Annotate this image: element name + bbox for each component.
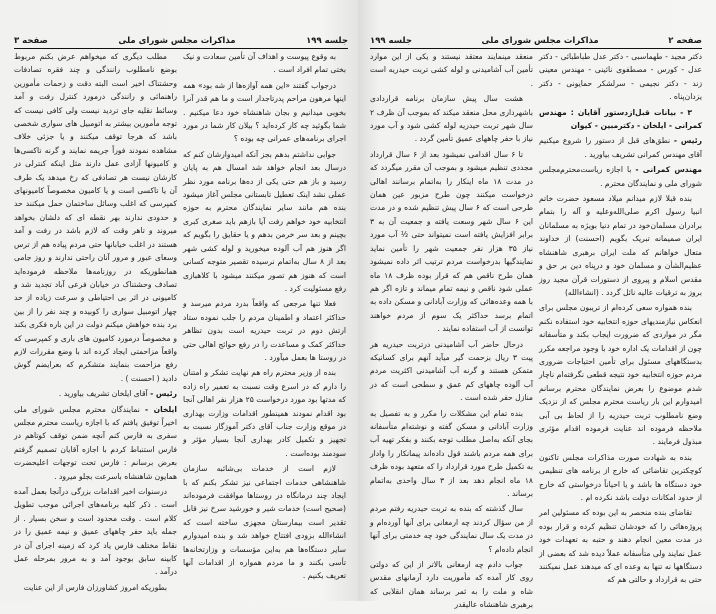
page-number: صفحه ۳	[14, 36, 48, 46]
speech-paragraph	[539, 163, 702, 190]
speech-text: نمایندگان محترم مجلس شورای ملی اخیراً توفیق یافتم که با اجازه ریاست محترم مجلس سفری به فارس کنم آنچه ضمن توقف کوتاهم در فارس استنباط کردم با اجازه آقایان تصمیم گرفتم بعرض برسانم : فارس تحت توجهات اعلیحضرت همایون شاهنشاه باسرعت بجلو میرود .	[14, 404, 177, 481]
text-column-left	[14, 50, 177, 596]
paragraph: جواب دادم چه ارمغانی بالاتر از این که دولتی روی کار آمده که مأموریت دارد آرمانهای مقدس شاه و ملت را به ثمر برساند همان انقلابی که برهبری شاهنشاه عالیقدر	[370, 560, 533, 610]
text-column-left	[370, 50, 533, 614]
paragraph: منعقد مینمایند معتقد نیستند و یکی از این موارد تأمین آب آشامیدنی و لوله کشی تربت حیدریه است .	[370, 52, 533, 88]
speaker-name: رئیس -	[673, 136, 702, 146]
speaker-name: ایلخان -	[145, 404, 177, 414]
paragraph: درحال حاضر آب آشامیدنی درتربت حیدریه هر پیت ۳ ریال بزحمت گیر میآید آنهم برای کسانیکه متمکن هستند و گرنه آب آشامیدنی اکثریت مردم آب آلوده چاههای کم عمق و سطحی است که در منازل حفر شده است .	[370, 339, 533, 403]
running-title: مذاکرات مجلس شورای ملی	[118, 36, 236, 46]
paragraph: سال گذشته که بنده به تربت حیدریه رفتم مردم از من سؤال کردند چه ارمغانی برای آنها آورده‌ام و در مدت یک سال نمایندگی خود چه خدمتی برای آنها انجام داده‌ام ؟	[370, 504, 533, 554]
paragraph: بطوریکه امروز کشاورزان فارس از این عنایت	[23, 582, 167, 592]
paragraph: دکتر مجید - طهماسبی - دکتر عدل طباطبائی - دکتر عدل - کورس - مصطفوی نائینی - مهندس معینی زند - دکتر نجیمی - سرلشکر حمایونی - دکتر یزدان‌پناه .	[539, 52, 702, 102]
paragraph: مطلب دیگری که میخواهم عرض بکنم مربوط بوضع نامطلوب رانندگی و چند فقره تصادفات وحشتناک اخیر است البته دقت و زحمات مأمورین راهنمائی و رانندگی درمورد کنترل رفت و آمد وسائط نقلیه جای تردید نیست ولی کافی نیست که توجه مأمورین بیشتر به اتومبیل های سواری شخصی باشد که هرجا توقف میکنند و یا جزئی خلاف مشاهده نمودند فوراً جریمه نمایند و گرنه تاکسی‌ها و کامیونها آزادی عمل دارند مثل اینکه کنترلی در کارشان نیست هر تصادفی که رخ میدهد یک طرف آن یا تاکسی است و یا کامیون مخصوصاً کامیونهای کمپرسی که اغلب وسائل ساختمان حمل میکنند حد و حدودی ندارند بهر نقطه ای که دلشان بخواهد میروند و تاهر وقت که لازم باشد در رفت و آمد هستند در اغلب خیابانها حتی مردم پیاده هم از ترس وسعای عبور و مرور آنان راحتی ندارند و روز جامی همانطوریکه در روزنامه‌ها ملاحظه فرموده‌اید تصادف وحشتناک در خیابان فرعی آباد تجدید شد و کامیونی در اثر بی احتیاطی و سرعت زیاده از حد چهار اتومبیل سواری را کوبیده و چند نفر را از بین برد بنده خواهش میکنم دولت در این باره فکری بکند و مخصوصاً درمورد کامیون های باری و کمپرسی که واقعاً مزاحمتی ایجاد کرده اند با وضع مقررات لازم رفع مزاحمت بنمایند متشکرم که بعرایضم گوش دادید ( احسنت ) .	[14, 52, 177, 383]
speaker-name: رئیس -	[150, 389, 177, 399]
speech-text: با اجازه ریاست‌محترم‌مجلس شورای ملی و نمایندگان محترم .	[539, 165, 702, 188]
session-number: جلسه ۱۹۹	[370, 36, 412, 46]
page-number: صفحه ۲	[668, 36, 702, 46]
paragraph: بنده به شهادت صورت مذاکرات مجلس تاکنون کوچکترین تقاضائی که خارج از برنامه های تنظیمی خود دستگاه ها باشد و یا احیاناً درخواستی که خارج از حدود امکانات دولت باشد نکرده ام .	[539, 452, 702, 502]
page-header	[14, 34, 348, 49]
speech-paragraph	[14, 387, 177, 400]
session-number: جلسه ۱۹۹	[306, 36, 348, 46]
paragraph: بنده قبلا لازم میدانم میلاد مسعود حضرت خاتم انبیا رسول اکرم صلی‌الله‌وعلیه و آله را بتمام برادران مسلمان‌خود در تمام دنیا بویژه به مسلمانان ایران صمیمانه تبریک بگویم (احسنت) از خداوند متعال خواهانم که ملت ایران برهبری شاهنشاه عظیم‌الشأن و مسلمان خود و درپناه دین بر حق و مقدس اسلام و پیروی از دستورات قرآن مجید روز بروز به ترقیات عالیه نائل گردد . (انشاءالله)	[539, 194, 702, 297]
paragraph: بنده تمام این مشکلات را مکرر و به تفصیل به وزارت آبادانی و مسکن گفته و نوشته‌ام متأسفانه بجای آنکه به‌اصل مطلب توجه بکنند و بفکر تهیه آب برای همه مردم باشند قول داده‌اند پیمانکار را وادار به تکمیل طرح مورد قرارداد را که متعهد بوده ظرف ۱۸ ماه انجام دهد بعد از ۳ سال واحدی به‌اتمام برساند .	[370, 408, 533, 498]
page-2	[358, 0, 716, 610]
paragraph: بنده از وزیر محترم راه هم نهایت تشکر و امتنان را دارم که در اسرع وقت نسبت به تعمیر راه زاده که مدتها بود مورد درخواست ۲۵ هزار نفر اهالی آنجا بود اقدام نمودند همینطور اقدامات وزارت بهداری در موقع وزارت جناب آقای دکتر آموزگار نسبت به تجهیز و تکمیل کادر بهداری آنجا بسیار مؤثر و سودمند بوده‌است .	[183, 368, 346, 458]
paragraph: درجواب گفتند «این همه آوازه‌ها از شه بود» همه اینها مرهون مراحم پدرتاجدار است و ما هم قدر آنرا بخوبی میدانیم و بجان شاهنشاه خود دعا میکنیم . شما بگوئید چه کار کرده‌اید ؟ بیلان کار شما در مورد اجرای برنامه‌های عمرانی چه بوده ؟	[183, 80, 346, 144]
running-title: مذاکرات مجلس شورای ملی	[481, 36, 599, 46]
page-header	[370, 34, 702, 49]
paragraph: فعلا تنها مرجعی که واقعاً بدرد مردم میرسد و حداکثر اعتماد و اطمینان مردم را جلب نموده ستاد ارتش دوم در تربت حیدریه است بدون تظاهر حداکثر کمک و مساعدت را در رفع حوائج اهالی حتی در روستا ها بعمل میآورد .	[183, 299, 346, 362]
paragraph: به وقوع پیوست و اهداف آن تأمین سعادت و نیک بختی تمام افراد است .	[183, 52, 346, 75]
speech-paragraph	[539, 134, 702, 161]
paragraph: تا ۶ سال اقدامی نمیشود بعد از ۶ سال قرارداد مجددی تنظیم میشود و بموجب آن مقرر میگردد که در مدت ۱۸ ماه اینکار را به‌اتمام برسانند اهالی درخواست میکنند چون طرح مزبور عین همان طرحی است که ۶ سال پیش تنظیم شده و در مدت این ۶ سال شهر وسعت یافته و جمعیت آن به ۳ برابر افزایش یافته است نمیتواند حتی ½ آب مورد نیاز ۳۵ هزار نفر جمعیت شهر را تأمین نماید نمایندگیها بدرخواست مردم ترتیب اثر داده نمیشود همان طرح ناقص هم که قرار بوده ظرف ۱۸ ماه عملی شود ناقص و نیمه تمام میماند و تازه اگر هم با همه وعده‌هائی که وزارت آبادانی و مسکن داده به اتمام برسد حداکثر یک سوم از مردم خواهند توانست از آب استفاده نمایند .	[370, 149, 534, 334]
paragraph: درسنوات اخیر اقدامات بزرگی درآنجا بعمل آمده است . ذکر کلیه برنامه‌های اجرائی موجب تطویل کلام است . وقت محدود است و سخن بسیار . از جمله باید حفر چاههای عمیق و نیمه عمیق را در نقاط مختلف فارس یاد کرد که زمینه اجرای آن در کابینه سابق بوجود آمد و به مرور بمرحله عمل درآمد .	[14, 487, 177, 577]
speech-text: آقای ایلخان تشریف بیاورید .	[58, 389, 151, 399]
speaker-name: مهندس کمرانی -	[635, 165, 702, 175]
speech-paragraph	[14, 403, 177, 483]
page-3	[0, 0, 358, 601]
paragraph: لازم است از خدمات بی‌شائبه سازمان شاهنشاهی خدمات اجتماعی نیز تشکر بکنم که با ایجاد چند درمانگاه در روستاها موافقت فرموده‌اند (صحیح است) خدمات شیر و خورشید سرخ نیز قابل تقدیر است بیمارستان مجهزی ساخته است که انشاءالله بزودی افتتاح خواهد شد و بنده امیدوارم سایر دستگاه‌ها هم به‌این مؤسسات و وزارتخانه‌ها تأسی بکنند و ما مردم همواره از اقدامات آنها تعریف بکنیم .	[183, 464, 346, 581]
text-column-right	[183, 50, 346, 585]
text-column-right	[539, 50, 702, 589]
speech-text: نطق‌های قبل از دستور را شروع میکنیم آقای مهندس کمرانی تشریف بیاورید .	[539, 136, 702, 159]
paragraph: جوابی نداشتم بدهم بجز آنکه امیدوارشان کنم که درسال بعد انجام خواهد شد امسال هم به پایان رسید و باز هم حتی یکی از ده‌ها برنامه مورد نظر عملی نشد اینک تعطیل تابستانی مجلس آغاز میشود بنده هم مانند سایر نمایندگان محترم به حوزه انتخابیه خود خواهم رفت آیا بازهم باید صغری کبری بچینم و بعد سر خرمن بدهم و یا حقایق را بگویم که اگر هنوز هم آب آلوده میخورید و لوله کشی شهر بعد از ۸ سال به‌اتمام نرسیده تقصیر متوجه کسانی است که هنوز هم تصور میکنند میشود با کلاهبازی رفع مسئولیت کرد .	[183, 149, 346, 293]
paragraph: بنده همواره سعی کرده‌ام از تریبون مجلس برای انعکاس نیازمندیهای حوزه انتخابیه خود استفاده نکنم مگر در مواردی که ضرورت ایجاب بکند و متأسفانه چون از اقدامات یک اداره خود با وجود مراجعه مکرر بدستگاههای مسئول برای تأمین احتیاجات ضروری مردم حوزه انتخابیه خود نتیجه قطعی نگرفته‌ام ناچار شدم موضوع را بعرض نمایندگان محترم برسانم امیدوارم این بار ریاست محترم مجلس که از نزدیک وضع نامطلوب تربت حیدریه را از لحاظ بی آبی ملاحظه فرموده اند عنایت فرموده اقدام مؤثری مبذول فرمایند .	[539, 303, 702, 447]
paragraph: هشت سال پیش سازمان برنامه قراردادی باشهرداری محل منعقد میکند که بموجب آن ظرف ۲ سال شهر تربت حیدریه لوله کشی شود و آب مورد نیاز با حفر چاههای عمیق تأمین گردد .	[370, 94, 533, 144]
paragraph: تقاضای بنده منحصر به این بوده که مسئولین امر پروژه‌هائی را که خودشان تنظیم کرده و قرار بوده در مدت معین انجام دهند و حتبه به تعهدات خود عمل نمایند ولی متأسفانه عملاً دیده شد که بعضی از دستگاهها نه تنها به وعده ای که میدهند عمل نمیکنند حتی به قرارداد و حالتی هم که	[539, 508, 702, 585]
section-heading: ۳ - بیانات قبل‌ازدستور آقایان : مهندس کمرانی - ایلخان - دکترمبین - کیوان	[539, 107, 702, 131]
